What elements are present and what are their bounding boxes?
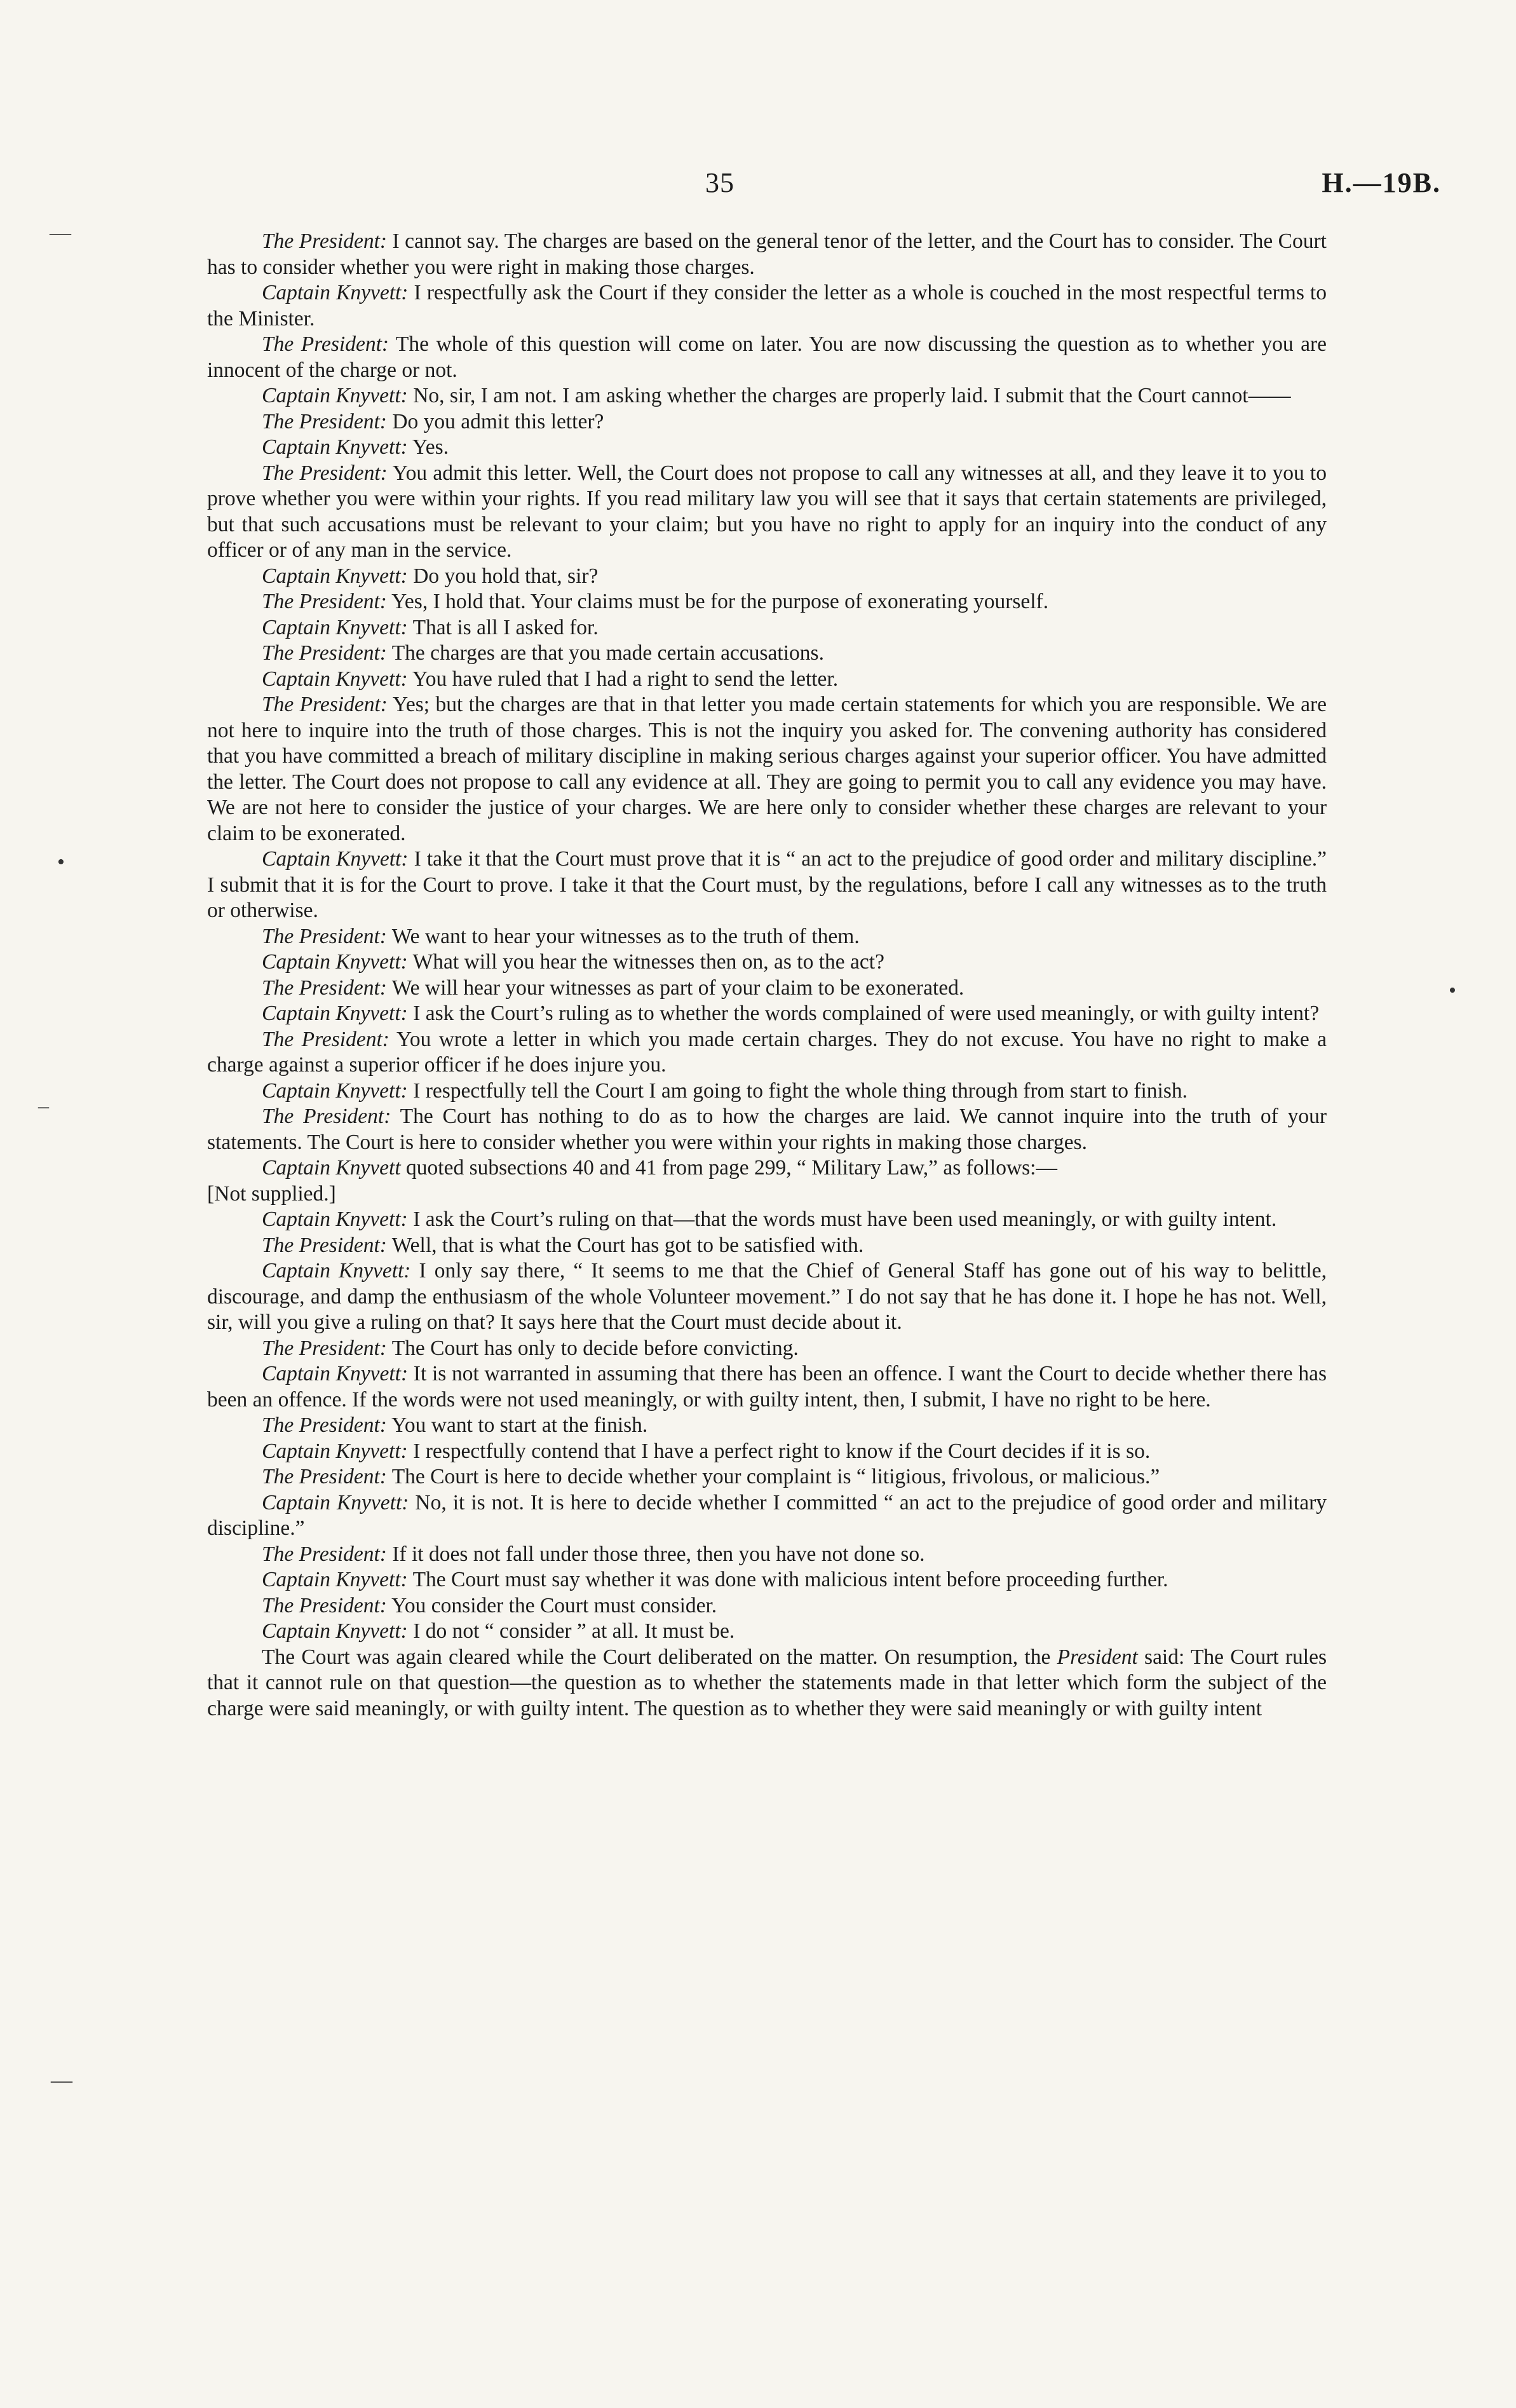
transcript-paragraph	[207, 667, 1327, 693]
transcript-paragraph	[207, 1567, 1327, 1593]
transcript-paragraph	[207, 1593, 1327, 1619]
paragraph-text: The whole of this question will come on later. You are now discussing the question as to whether you are innocent of the charge or not.	[207, 332, 1327, 382]
paragraph-text: I do not “ consider ” at all. It must be.	[407, 1619, 735, 1643]
paragraph-text: [Not supplied.]	[207, 1181, 336, 1206]
transcript-paragraph	[207, 1155, 1327, 1181]
speaker-label: Captain Knyvett:	[262, 1490, 409, 1514]
paragraph-text: Do you admit this letter?	[386, 409, 604, 433]
paragraph-text: Yes.	[407, 435, 449, 459]
speaker-label: The President:	[262, 1336, 387, 1360]
transcript-paragraph	[207, 1001, 1327, 1027]
transcript-paragraph	[207, 1207, 1327, 1233]
paragraph-text: Do you hold that, sir?	[407, 564, 599, 588]
transcript-body	[207, 229, 1327, 1722]
speaker-label: The President:	[262, 461, 388, 485]
paragraph-text: That is all I asked for.	[407, 615, 599, 639]
transcript-paragraph	[207, 1361, 1327, 1413]
paragraph-text: Well, that is what the Court has got to be satisfied with.	[386, 1233, 864, 1257]
paragraph-text: I ask the Court’s ruling on that—that the words must have been used meaningly, or with guilty intent.	[407, 1207, 1277, 1231]
speaker-label: Captain Knyvett:	[262, 950, 408, 974]
transcript-paragraph	[207, 1439, 1327, 1465]
speaker-label: The President:	[262, 1593, 387, 1617]
paragraph-text: We want to hear your witnesses as to the truth of them.	[386, 924, 860, 948]
transcript-paragraph	[207, 692, 1327, 847]
paragraph-text: The Court has nothing to do as to how the charges are laid. We cannot inquire into the truth of your statements. The Court is here to consider whether you were within your rights in making those charges.	[207, 1105, 1327, 1154]
paragraph-text: I respectfully tell the Court I am going to fight the whole thing through from start to finish.	[407, 1078, 1188, 1103]
speaker-label: Captain Knyvett:	[262, 1568, 408, 1591]
margin-dot-icon: •	[57, 850, 65, 874]
transcript-paragraph	[207, 1619, 1327, 1645]
transcript-paragraph	[207, 615, 1327, 641]
transcript-paragraph	[207, 1413, 1327, 1439]
speaker-label: Captain Knyvett:	[262, 847, 409, 871]
paragraph-text: I ask the Court’s ruling as to whether the words complained of were used meaningly, or with guilty intent?	[407, 1002, 1320, 1025]
paragraph-text: I cannot say. The charges are based on the general tenor of the letter, and the Court has to consider. The Court has to consider whether you were right in making those charges.	[207, 229, 1327, 279]
transcript-paragraph	[207, 1645, 1327, 1722]
margin-dash-icon: –	[38, 1094, 49, 1118]
speaker-label: Captain Knyvett:	[262, 384, 408, 407]
speaker-label: Captain Knyvett:	[262, 281, 409, 304]
speaker-label: Captain Knyvett:	[262, 1207, 408, 1231]
margin-dash-icon: —	[51, 2069, 72, 2092]
speaker-label: Captain Knyvett:	[262, 564, 408, 588]
paragraph-text: You have ruled that I had a right to send the letter.	[407, 667, 839, 691]
transcript-paragraph	[207, 924, 1327, 950]
speaker-label: The President:	[262, 1105, 391, 1128]
speaker-label: Captain Knyvett:	[262, 1002, 408, 1025]
speaker-label: Captain Knyvett:	[262, 1362, 409, 1385]
paragraph-text: You admit this letter. Well, the Court does not propose to call any witnesses at all, and they leave it to you to prove whether you were within your rights. If you read military law you will see that it says that certain statements are privileged, but that such accusations must be relevant to your claim; but you have no right to apply for an inquiry into the conduct of any officer or of any man in the service.	[207, 461, 1327, 562]
transcript-paragraph	[207, 949, 1327, 976]
paragraph-text: It is not warranted in assuming that there has been an offence. I want the Court to decide whether there has been an offence. If the words were not used meaningly, or with guilty intent, then, I submit, I have no right to be here.	[207, 1362, 1327, 1411]
paragraph-text: I take it that the Court must prove that it is “ an act to the prejudice of good order and military discipline.” I submit that it is for the Court to prove. I take it that the Court must, by the regulations, before I call any witnesses as to the truth or otherwise.	[207, 847, 1327, 922]
transcript-paragraph	[207, 976, 1327, 1002]
speaker-label: Captain Knyvett:	[262, 1439, 408, 1463]
transcript-paragraph	[207, 1258, 1327, 1336]
paragraph-text: The Court is here to decide whether your complaint is “ litigious, frivolous, or malicious.”	[386, 1465, 1160, 1488]
speaker-label: The President:	[262, 409, 387, 433]
speaker-label: Captain Knyvett:	[262, 667, 408, 691]
transcript-paragraph	[207, 589, 1327, 615]
transcript-paragraph	[207, 1542, 1327, 1568]
transcript-paragraph	[207, 1464, 1327, 1490]
paragraph-text: If it does not fall under those three, then you have not done so.	[386, 1542, 925, 1566]
speaker-label: The President:	[262, 924, 387, 948]
paragraph-text: You wrote a letter in which you made certain charges. They do not excuse. You have no right to make a charge against a superior officer if he does injure you.	[207, 1027, 1327, 1077]
speaker-label: Captain Knyvett	[262, 1156, 401, 1180]
speaker-label: The President:	[262, 641, 387, 665]
speaker-label: The President:	[262, 1542, 387, 1566]
margin-dot-icon: •	[1449, 979, 1456, 1002]
speaker-label: The President:	[262, 590, 387, 613]
paragraph-text: You want to start at the finish.	[386, 1413, 648, 1437]
transcript-paragraph	[207, 280, 1327, 332]
transcript-paragraph	[207, 641, 1327, 667]
paragraph-text: No, sir, I am not. I am asking whether the charges are properly laid. I submit that the Court cannot——	[407, 384, 1291, 407]
transcript-paragraph	[207, 564, 1327, 590]
speaker-label: Captain Knyvett:	[262, 1619, 408, 1643]
paragraph-text: No, it is not. It is here to decide whether I committed “ an act to the prejudice of good order and military discipline.”	[207, 1490, 1327, 1540]
page-number: 35	[705, 167, 734, 198]
margin-dash-icon: —	[50, 221, 71, 245]
paragraph-text: What will you hear the witnesses then on, as to the act?	[407, 950, 884, 974]
transcript-paragraph	[207, 229, 1327, 280]
paragraph-text: Yes; but the charges are that in that letter you made certain statements for which you are responsible. We are not here to inquire into the truth of those charges. This is not the inquiry you asked for. The convening authority has considered that you have committed a breach of military discipline in making serious charges against your superior officer. You have admitted the letter. The Court does not propose to call any evidence at all. They are going to permit you to call any evidence you may have. We are not here to consider the justice of your charges. We are here only to consider whether these charges are relevant to your claim to be exonerated.	[207, 693, 1327, 845]
paragraph-text: The Court has only to decide before convicting.	[386, 1336, 799, 1360]
speaker-label: The President:	[262, 1413, 387, 1437]
paragraph-text: The Court was again cleared while the Court deliberated on the matter. On resumption, the President said: The Court rules that it cannot rule on that question—the question as to whether the statements made in that letter which form the subject of the charge were said meaningly, or with guilty intent. The question as to whether they were said meaningly or with guilty intent	[207, 1645, 1327, 1720]
speaker-label: The President:	[262, 1233, 387, 1257]
paragraph-text: quoted subsections 40 and 41 from page 299, “ Military Law,” as follows:—	[400, 1156, 1057, 1180]
speaker-label: The President:	[262, 1465, 387, 1488]
transcript-paragraph	[207, 435, 1327, 461]
transcript-paragraph	[207, 1078, 1327, 1105]
transcript-paragraph	[207, 1233, 1327, 1259]
speaker-label: The President:	[262, 1027, 389, 1051]
transcript-paragraph	[207, 1490, 1327, 1542]
transcript-paragraph	[207, 1336, 1327, 1362]
transcript-paragraph	[207, 1181, 1327, 1207]
speaker-label: The President:	[262, 693, 388, 716]
speaker-label: The President:	[262, 976, 387, 1000]
paragraph-text: I respectfully contend that I have a perfect right to know if the Court decides if it is so.	[407, 1439, 1151, 1463]
paragraph-text: The charges are that you made certain accusations.	[386, 641, 824, 665]
document-reference: H.—19B.	[1322, 167, 1441, 198]
paragraph-text: I respectfully ask the Court if they consider the letter as a whole is couched in the most respectful terms to the Minister.	[207, 281, 1327, 330]
paragraph-text: Yes, I hold that. Your claims must be for the purpose of exonerating yourself.	[386, 590, 1049, 613]
paragraph-text: The Court must say whether it was done with malicious intent before proceeding further.	[407, 1568, 1168, 1591]
speaker-label: Captain Knyvett:	[262, 615, 408, 639]
transcript-paragraph	[207, 1027, 1327, 1078]
paragraph-text: I only say there, “ It seems to me that the Chief of General Staff has gone out of his way to belittle, discourage, and damp the enthusiasm of the whole Volunteer movement.” I do not say that he has done it. I hope he has not. Well, sir, will you give a ruling on that? It says here that the Court must decide about it.	[207, 1259, 1327, 1334]
transcript-paragraph	[207, 383, 1327, 409]
transcript-paragraph	[207, 1104, 1327, 1155]
paragraph-text: You consider the Court must consider.	[386, 1593, 717, 1617]
speaker-label: The President:	[262, 332, 389, 356]
transcript-paragraph	[207, 409, 1327, 435]
transcript-paragraph	[207, 461, 1327, 564]
speaker-label: Captain Knyvett:	[262, 1078, 408, 1103]
paragraph-text: We will hear your witnesses as part of your claim to be exonerated.	[386, 976, 964, 1000]
speaker-label: Captain Knyvett:	[262, 435, 408, 459]
transcript-paragraph	[207, 332, 1327, 383]
speaker-label: The President:	[262, 229, 388, 253]
speaker-label: Captain Knyvett:	[262, 1259, 411, 1282]
transcript-paragraph	[207, 847, 1327, 924]
